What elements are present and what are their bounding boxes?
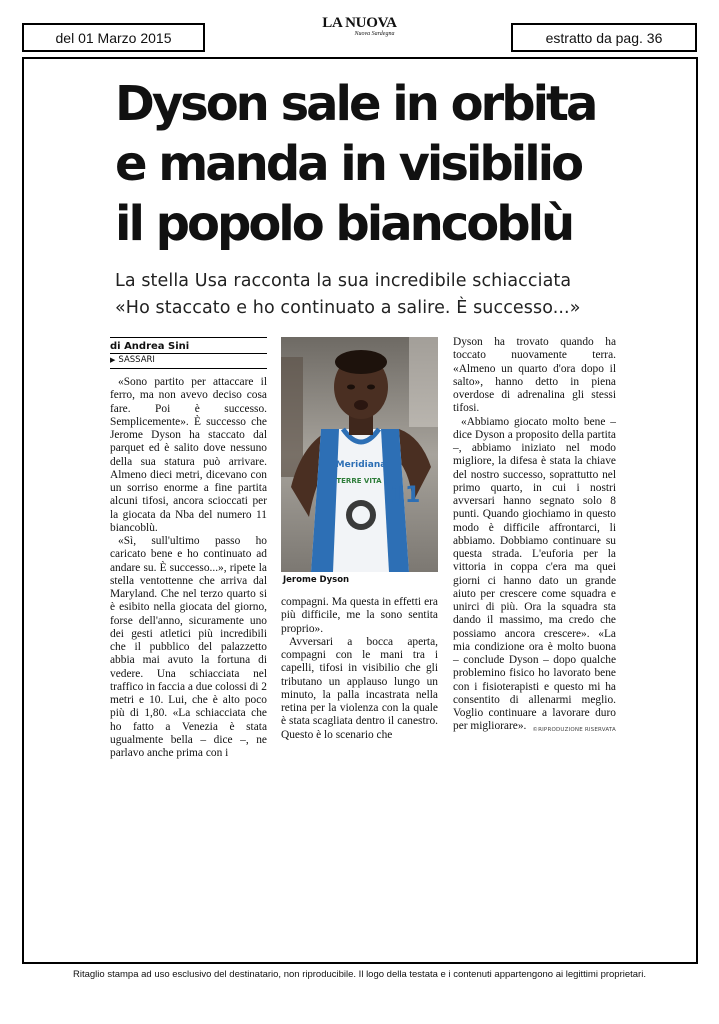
- headline-line-3: il popolo biancoblù: [115, 196, 573, 252]
- author-name: di Andrea Sini: [110, 341, 190, 352]
- page-reference-box: [511, 23, 697, 52]
- paragraph: «Sono partito per attaccare il ferro, ma non avevo deciso cosa fare. Poi è successo. Semplicemente». È successo che Jerome Dyson ha staccato dal parquet ed è salito dove nessuno della sua statura può arrivare. Almeno dieci metri, dicevano con un sorriso enorme a fine partita alcuni tifosi, ancora scioccati per la giocata da Nba del numero 11 biancoblù.: [110, 376, 267, 534]
- page-reference-label: estratto da pag. 36: [545, 29, 663, 46]
- paragraph: «Sì, sull'ultimo passo ho caricato bene e ho continuato ad andare su. È successo...», ripete la stella ventottenne che arriva dal Maryland. Che nel terzo quarto si è esibito nella giocata del giorno, forse dell'anno, sicuramente uno dei gesti atletici più incredibili che il pubblico del palazzetto abbia mai avuto la fortuna di vedere. Una schiacciata nel traffico in faccia a due colossi di 2 metri e 10. Lui, che è alto poco più di 1,80. «La schiacciata che ho fatto a Venezia è stata ugualmente bella – dice –, ne parlavo anche prima con i: [110, 535, 267, 759]
- subheadline: [115, 268, 635, 322]
- player-photo: [281, 337, 438, 572]
- subheadline-line-1: La stella Usa racconta la sua incredibile schiacciata: [115, 271, 572, 291]
- footer-disclaimer: Ritaglio stampa ad uso esclusivo del destinatario, non riproducibile. Il logo della testata e i contenuti appartengono ai legittimi proprietari.: [73, 969, 646, 980]
- photo-caption: Jerome Dyson: [283, 575, 350, 585]
- dateline-location: ▶ SASSARI: [110, 353, 267, 366]
- paragraph: compagni. Ma questa in effetti era più difficile, me la sono sentita proprio».: [281, 596, 438, 635]
- headline-line-2: e manda in visibilio: [115, 136, 582, 192]
- subheadline-line-2: «Ho staccato e ho continuato a salire. È successo...»: [115, 298, 581, 318]
- jersey-sponsor-2: TERRE VITA: [336, 477, 382, 485]
- paragraph: Avversari a bocca aperta, compagni con le mani tra i capelli, tifosi in visibilio che gli tributano un applauso lungo un minuto, la palla incastrata nella retina per la violenza con la quale è stata scagliata dentro il canestro. Questo è lo scenario che: [281, 635, 438, 741]
- jersey-sponsor-1: Meridiana: [335, 460, 387, 470]
- article-column-2: [281, 596, 438, 742]
- rights-notice: ©RIPRODUZIONE RISERVATA: [532, 727, 616, 733]
- headline: [115, 74, 615, 254]
- masthead-name: LA NUOVA: [322, 15, 397, 31]
- date-box: [22, 23, 205, 52]
- masthead-subtitle: Nuova Sardegna: [354, 31, 395, 37]
- jersey-number: 11: [389, 483, 421, 508]
- article-column-3: [453, 336, 616, 734]
- player-photo-illustration: [281, 337, 438, 572]
- byline: [110, 337, 267, 369]
- masthead-logo: [300, 16, 419, 37]
- date-label: del 01 Marzo 2015: [55, 29, 172, 46]
- headline-line-1: Dyson sale in orbita: [115, 76, 596, 132]
- paragraph: Dyson ha trovato quando ha toccato nuovamente terra. «Almeno un quarto d'ora dopo il salto», hanno detto in piena overdose di adrenalina gli stessi tifosi.: [453, 336, 616, 415]
- article-column-1: [110, 376, 267, 760]
- paragraph: «Abbiamo giocato molto bene – dice Dyson a proposito della partita –, abbiamo iniziato nel modo migliore, la difesa è stata la chiave del nostro successo, soprattutto nel primo quarto, in cui i nostri avversari hanno segnato solo 8 punti. Quando giochiamo in questo modo è difficile affrontarci, li abbiamo. Dobbiamo continuare su questa strada. L'euforia per la vittoria in coppa c'era ma quei giorni ci hanno dato un grande aiuto per crescere come squadra e unirci di più. Ora la squadra sta dando il massimo, ma credo che possiamo ancora crescere». «La mia condizione ora è molto buona – conclude Dyson – dopo qualche problemino fisico ho lavorato bene con i fisioterapisti e questo mi ha consentito di allenarmi meglio. Voglio continuare a lavorare duro per migliorare».: [453, 415, 616, 733]
